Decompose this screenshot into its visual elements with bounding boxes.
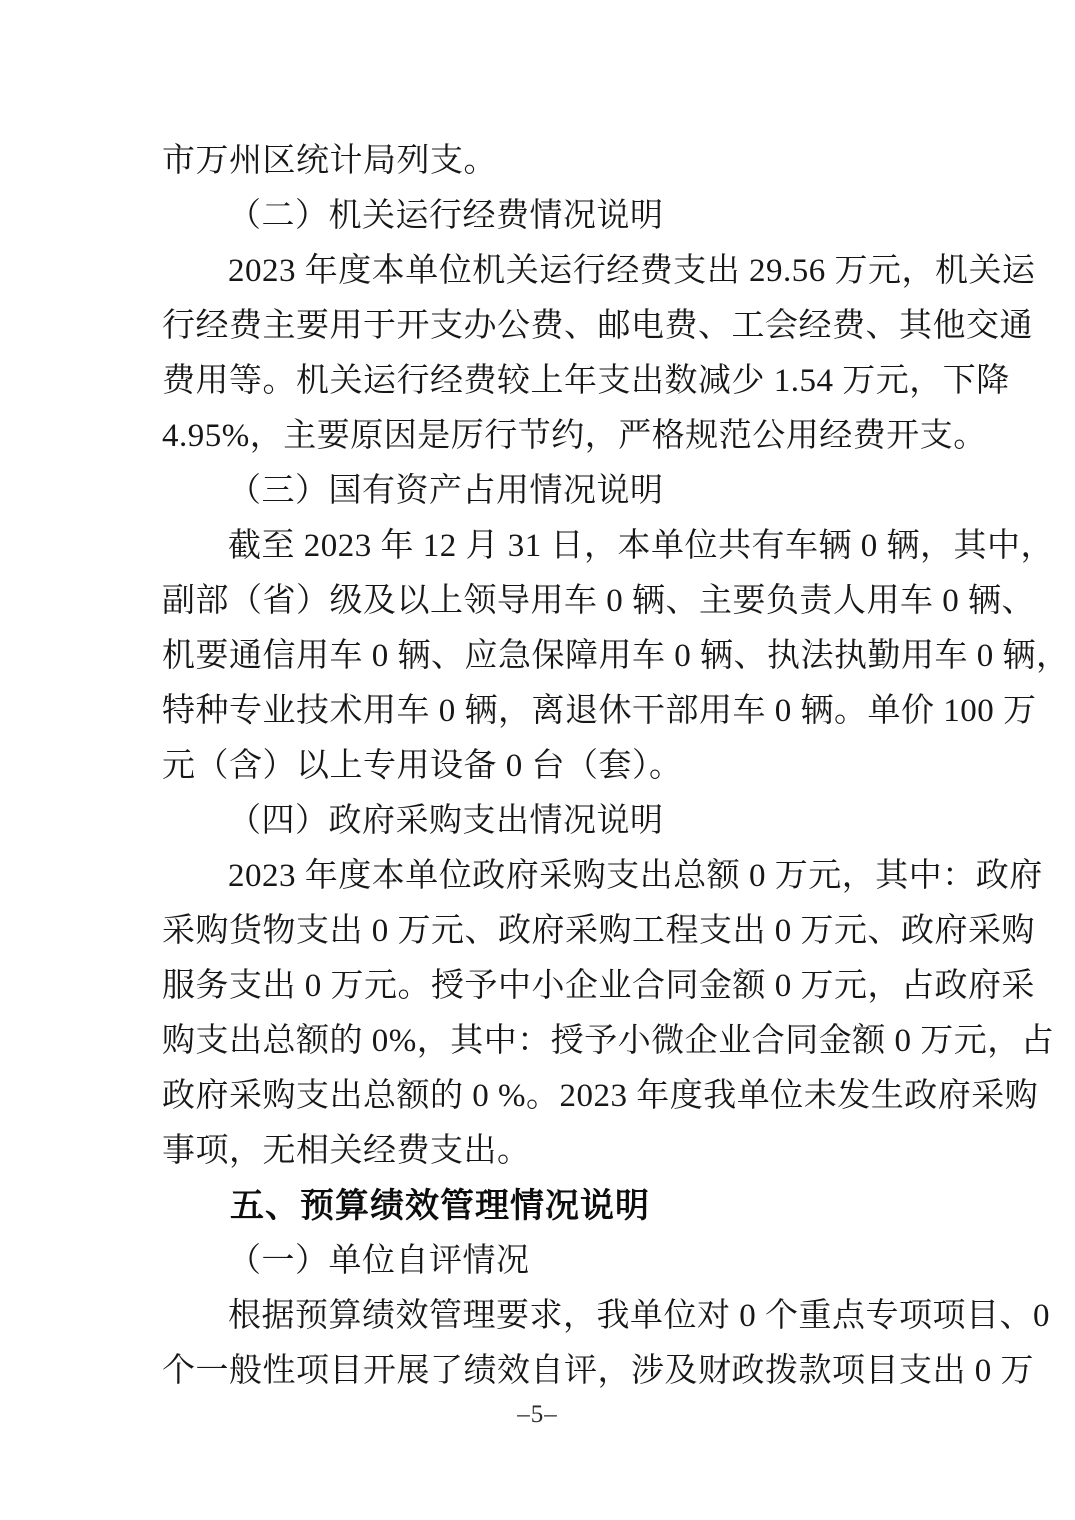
document-body (162, 134, 1070, 1399)
subsection-heading: （四）政府采购支出情况说明 (228, 803, 664, 839)
text-line: 行经费主要用于开支办公费、邮电费、工会经费、其他交通 (162, 308, 1033, 344)
text-line: 费用等。机关运行经费较上年支出数减少 1.54 万元，下降 (162, 363, 1010, 399)
subsection-heading: （一）单位自评情况 (228, 1243, 530, 1279)
page-number: –5– (517, 1401, 558, 1428)
subsection-heading: （二）机关运行经费情况说明 (228, 198, 664, 234)
text-line: 政府采购支出总额的 0 %。2023 年度我单位未发生政府采购 (162, 1078, 1039, 1114)
text-line: 特种专业技术用车 0 辆，离退休干部用车 0 辆。单价 100 万 (162, 693, 1037, 729)
text-line: 截至 2023 年 12 月 31 日，本单位共有车辆 0 辆，其中， (228, 528, 1054, 564)
text-line: 市万州区统计局列支。 (162, 143, 497, 179)
text-line: 根据预算绩效管理要求，我单位对 0 个重点专项项目、0 (228, 1298, 1050, 1334)
text-line: 机要通信用车 0 辆、应急保障用车 0 辆、执法执勤用车 0 辆， (162, 638, 1070, 674)
text-line: 元（含）以上专用设备 0 台（套）。 (162, 748, 683, 784)
text-line: 个一般性项目开展了绩效自评，涉及财政拨款项目支出 0 万 (162, 1353, 1034, 1389)
text-line: 服务支出 0 万元。授予中小企业合同金额 0 万元，占政府采 (162, 968, 1035, 1004)
text-line: 副部（省）级及以上领导用车 0 辆、主要负责人用车 0 辆、 (162, 583, 1035, 619)
subsection-heading: （三）国有资产占用情况说明 (228, 473, 664, 509)
section-heading: 五、预算绩效管理情况说明 (230, 1187, 650, 1225)
text-line: 2023 年度本单位机关运行经费支出 29.56 万元，机关运 (228, 253, 1036, 289)
text-line: 采购货物支出 0 万元、政府采购工程支出 0 万元、政府采购 (162, 913, 1035, 949)
text-line: 2023 年度本单位政府采购支出总额 0 万元，其中：政府 (228, 858, 1043, 894)
text-line: 购支出总额的 0%，其中：授予小微企业合同金额 0 万元，占 (162, 1023, 1055, 1059)
text-line: 事项，无相关经费支出。 (162, 1133, 531, 1169)
text-line: 4.95%，主要原因是厉行节约，严格规范公用经费开支。 (162, 418, 987, 454)
